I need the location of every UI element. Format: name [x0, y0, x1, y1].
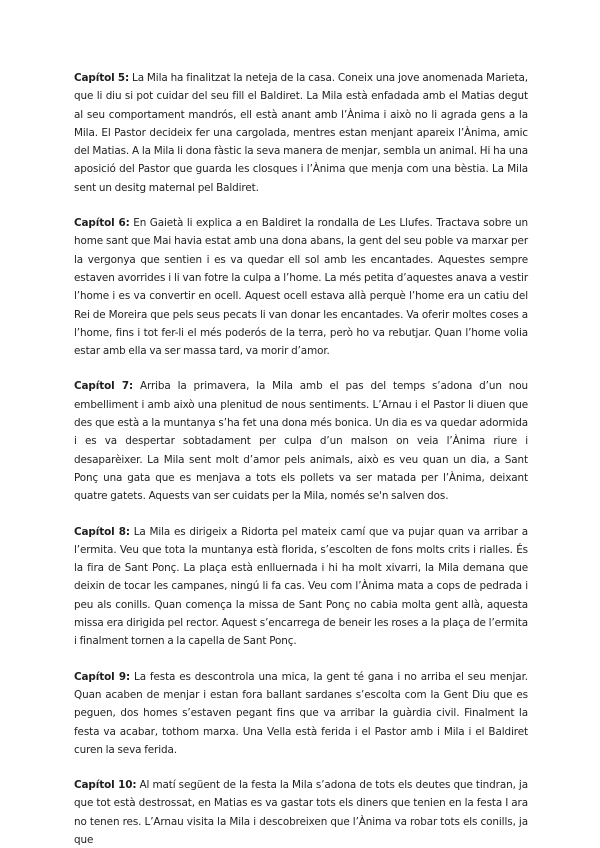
chapter-7-paragraph	[74, 377, 528, 505]
chapter-9-text: La festa es descontrola una mica, la gent té gana i no arriba el seu menjar. Quan acaben de menjar i estan fora ballant sardanes s’escolta com la Gent Diu que es peguen, dos homes s’estaven pegant fins que va arribar la guàrdia civil. Finalment la festa va acabar, tothom marxa. Una Vella està ferida i el Pastor amb i Mila i el Baldiret curen la seva ferida.	[74, 670, 528, 756]
chapter-7-label: Capítol 7:	[74, 380, 134, 393]
chapter-6-label: Capítol 6:	[74, 217, 130, 230]
chapter-10-text: Al matí següent de la festa la Mila s’adona de tots els deutes que tindran, ja que tot està destrossat, en Matias es va gastar tots els diners que tenien en la festa I ara no tenen res. L’Arnau visita la Mila i descobreixen que l’Ànima va robar tots els conills, ja que	[74, 779, 528, 846]
chapter-9-paragraph	[74, 668, 528, 759]
chapter-8-label: Capítol 8:	[74, 525, 130, 538]
chapter-6-text: En Gaietà li explica a en Baldiret la rondalla de Les Llufes. Tractava sobre un home sant que Mai havia estat amb una dona abans, la gent del seu poble va marxar per la vergonya que sentien i es va quedar ell sol amb les encantades. Aquestes sempre estaven avorrides i li van fotre la culpa a l’home. La més petita d’aquestes anava a vestir l’home i es va convertir en ocell. Aquest ocell estava allà perquè l’home era un catiu del Rei de Moreira que pels seus pecats li van donar les encantades. Va oferir moltes coses a l’home, fins i tot fer-li el més poderós de la terra, però ho va rebutjar. Quan l’home volia estar amb ella va ser massa tard, va morir d’amor.	[74, 217, 528, 358]
chapter-6-paragraph	[74, 214, 528, 360]
chapter-10-label: Capítol 10:	[74, 779, 137, 792]
chapter-9-label: Capítol 9:	[74, 670, 131, 683]
chapter-7-text: Arriba la primavera, la Mila amb el pas del temps s’adona d’un nou embelliment i amb això una plenitud de nous sentiments. L’Arnau i el Pastor li diuen que des que està a la muntanya s’ha fet una dona més bonica. Un dia es va quedar adormida i es va despertar sobtadament per culpa d’un malson on veia l’Ànima riure i desaparèixer. La Mila sent molt d’amor pels animals, això es veu quan un dia, a Sant Ponç una gata que es menjava a tots els pollets va ser matada per l’Ànima, deixant quatre gatets. Aquests van ser cuidats per la Mila, només se'n salven dos.	[74, 380, 528, 503]
chapter-8-text: La Mila es dirigeix a Ridorta pel mateix camí que va pujar quan va arribar a l’ermita. Veu que tota la muntanya està florida, s’escolten de fons molts crits i rialles. És la fira de Sant Ponç. La plaça està enlluernada i hi ha molt xivarri, la Mila demana que deixin de tocar les campanes, ningú li fa cas. Veu com l’Ànima mata a cops de pedrada i peu als conills. Quan comença la missa de Sant Ponç no cabia molta gent allà, aquesta missa era dirigida pel rector. Aquest s’encarrega de beneir les roses a la plaça de l’ermita i finalment tornen a la capella de Sant Ponç.	[74, 525, 528, 648]
chapter-10-paragraph	[74, 776, 528, 848]
chapter-5-label: Capítol 5:	[74, 72, 130, 84]
chapter-8-paragraph	[74, 523, 528, 651]
chapter-5-paragraph	[74, 69, 528, 197]
chapter-5-text: La Mila ha finalitzat la neteja de la casa. Coneix una jove anomenada Marieta, que li diu si pot cuidar del seu fill el Baldiret. La Mila està enfadada amb el Matias degut al seu comportament mandrós, ell està anant amb l’Ànima i això no li agrada gens a la Mila. El Pastor decideix fer una cargolada, mentres estan menjant apareix l’Ànima, amic del Matias. A la Mila li dona fàstic la seva manera de menjar, sembla un animal. Hi ha una aposició del Pastor que guarda les closques i l’Ànima que menja com una bèstia. La Mila sent un desitg maternal pel Baldiret.	[74, 72, 528, 194]
